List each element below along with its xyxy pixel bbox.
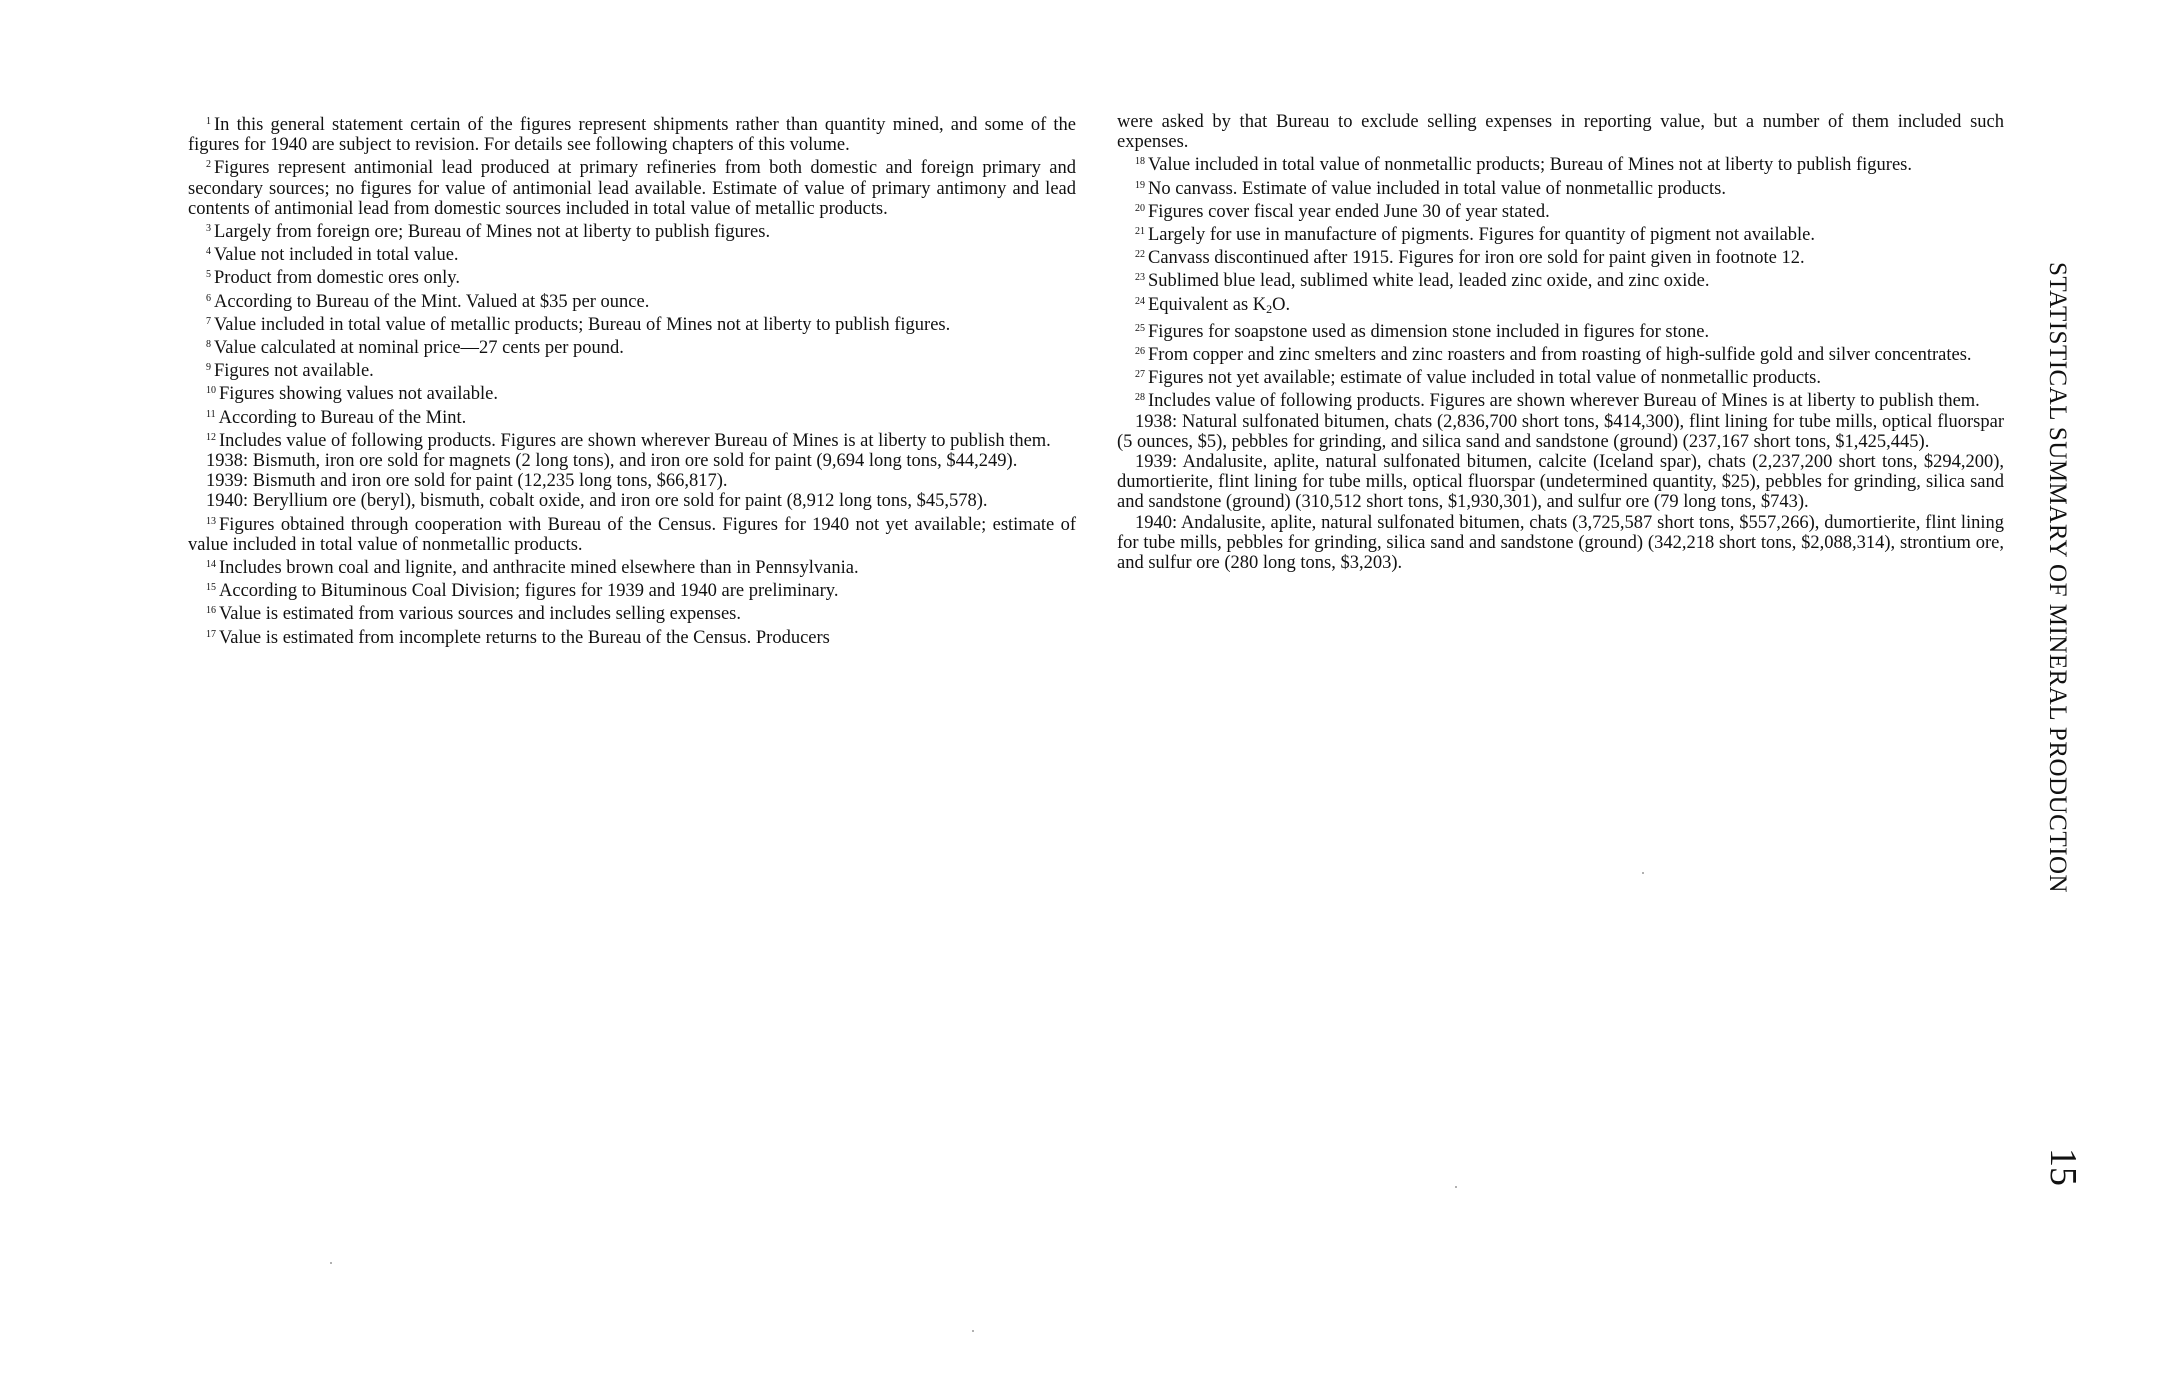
footnote (1117, 319, 2004, 342)
footnote-marker: 15 (206, 582, 216, 594)
footnote-text: 1938: Bismuth, iron ore sold for magnets (2 long tons), and iron ore sold for paint (9,694 long tons, $44,249). (206, 451, 1018, 472)
footnote (188, 555, 1076, 578)
footnote-marker: 18 (1135, 156, 1145, 168)
footnote-text: Value included in total value of metallic products; Bureau of Mines not at liberty to publish figures. (214, 314, 951, 335)
footnote-marker: 24 (1135, 295, 1145, 307)
footnote-marker: 27 (1135, 369, 1145, 381)
footnote-text: Largely for use in manufacture of pigments. Figures for quantity of pigment not available. (1148, 225, 1816, 246)
footnote (188, 112, 1076, 155)
footnote (1117, 412, 2004, 452)
footnote-marker: 19 (1135, 179, 1145, 191)
footnote-marker: 23 (1135, 272, 1145, 284)
footnote-text: Sublimed blue lead, sublimed white lead, leaded zinc oxide, and zinc oxide. (1148, 271, 1710, 292)
footnote (188, 242, 1076, 265)
footnote-text: Figures for soapstone used as dimension stone included in figures for stone. (1148, 321, 1710, 342)
footnote (188, 289, 1076, 312)
footnote-text: were asked by that Bureau to exclude selling expenses in reporting value, but a number of them included such expenses. (1117, 112, 2004, 153)
footnote-text-tail: O. (1272, 294, 1291, 315)
footnote-text: According to Bituminous Coal Division; figures for 1939 and 1940 are preliminary. (219, 581, 839, 602)
footnote (188, 381, 1076, 404)
footnote-text: Value is estimated from various sources and includes selling expenses. (219, 604, 741, 625)
footnote-text: No canvass. Estimate of value included in total value of nonmetallic products. (1148, 178, 1726, 199)
footnote (188, 312, 1076, 335)
footnote-text: Value calculated at nominal price—27 cents per pound. (214, 338, 624, 359)
footnote (188, 405, 1076, 428)
scan-speck (1642, 872, 1644, 874)
footnote (188, 155, 1076, 219)
footnote (188, 451, 1076, 471)
footnotes-left-column (188, 112, 1076, 648)
footnote-marker: 16 (206, 605, 216, 617)
footnote-marker: 3 (206, 223, 211, 235)
footnote (1117, 292, 2004, 319)
footnote-text: Value not included in total value. (214, 245, 459, 266)
footnote (1117, 452, 2004, 513)
footnote (1117, 112, 2004, 152)
footnote-marker: 5 (206, 269, 211, 281)
footnote-text: Figures showing values not available. (219, 384, 498, 405)
footnote (188, 471, 1076, 491)
footnote-text: Includes brown coal and lignite, and anthracite mined elsewhere than in Pennsylvania. (219, 558, 859, 579)
footnote (1117, 365, 2004, 388)
subscript: 2 (1266, 301, 1273, 316)
scan-speck (972, 1330, 974, 1332)
footnote (188, 512, 1076, 555)
scan-speck (1455, 1186, 1457, 1188)
footnote-text: Figures represent antimonial lead produced at primary refineries from both domestic and foreign primary and secondary sources; no figures for value of antimonial lead available. Estimate of value of primary antimony and lead contents of antimonial lead from domestic sources included in total value of metallic products. (188, 158, 1076, 219)
footnote-text: From copper and zinc smelters and zinc roasters and from roasting of high-sulfide gold and silver concentrates. (1148, 345, 1972, 366)
footnote (188, 265, 1076, 288)
footnote-text: Product from domestic ores only. (214, 268, 460, 289)
footnote-text: According to Bureau of the Mint. Valued at $35 per ounce. (214, 291, 650, 312)
footnote-marker: 21 (1135, 226, 1145, 238)
footnote-marker: 11 (206, 408, 216, 420)
footnote (188, 578, 1076, 601)
footnote-marker: 17 (206, 628, 216, 640)
footnote-text: Largely from foreign ore; Bureau of Mines not at liberty to publish figures. (214, 222, 771, 243)
footnote-text: 1940: Beryllium ore (beryl), bismuth, cobalt oxide, and iron ore sold for paint (8,912 long tons, $45,578). (206, 491, 988, 512)
footnote-marker: 28 (1135, 392, 1145, 404)
footnote (188, 625, 1076, 648)
footnote-marker: 6 (206, 292, 211, 304)
footnote (1117, 268, 2004, 291)
footnote (1117, 513, 2004, 574)
footnote-text: 1940: Andalusite, aplite, natural sulfonated bitumen, chats (3,725,587 short tons, $557,266), dumortierite, flint lining for tube mills, pebbles for grinding, silica sand and sandstone (ground) (342,218 short tons, $2,088,314), strontium ore, and sulfur ore (280 long tons, $3,203). (1117, 512, 2004, 574)
footnote (188, 428, 1076, 451)
footnote-text: 1939: Bismuth and iron ore sold for paint (12,235 long tons, $66,817). (206, 471, 728, 492)
footnote-text: According to Bureau of the Mint. (218, 407, 467, 428)
footnote (188, 491, 1076, 511)
footnote (188, 601, 1076, 624)
scan-speck (330, 1262, 332, 1264)
footnote-text: Figures cover fiscal year ended June 30 of year stated. (1148, 201, 1550, 222)
footnote-marker: 10 (206, 385, 216, 397)
footnote-text: Includes value of following products. Figures are shown wherever Bureau of Mines is at liberty to publish them. (219, 430, 1051, 451)
footnote (1117, 342, 2004, 365)
footnote-text: Includes value of following products. Figures are shown wherever Bureau of Mines is at liberty to publish them. (1148, 391, 1980, 412)
footnote-text: Canvass discontinued after 1915. Figures for iron ore sold for paint given in footnote 12. (1148, 248, 1805, 269)
footnote-marker: 13 (206, 515, 216, 527)
footnotes-right-column (1117, 112, 2004, 573)
footnote-marker: 7 (206, 315, 211, 327)
footnote (188, 335, 1076, 358)
footnote (1117, 245, 2004, 268)
footnote (188, 219, 1076, 242)
footnote-text: 1938: Natural sulfonated bitumen, chats (2,836,700 short tons, $414,300), flint lining for tube mills, optical fluorspar (5 ounces, $5), pebbles for grinding, and silica sand and sandstone (ground) (237,167 short tons, $1,425,445). (1117, 411, 2004, 452)
footnote (1117, 388, 2004, 411)
footnote-text: Figures not available. (214, 361, 374, 382)
footnote-text: Value included in total value of nonmetallic products; Bureau of Mines not at liberty to publish figures. (1148, 155, 1912, 176)
footnote-text: Value is estimated from incomplete returns to the Bureau of the Census. Producers (219, 627, 830, 648)
footnote (1117, 199, 2004, 222)
footnote-marker: 26 (1135, 346, 1145, 358)
footnote-text: In this general statement certain of the figures represent shipments rather than quantity mined, and some of the figures for 1940 are subject to revision. For details see following chapters of this volume. (188, 115, 1076, 156)
footnote (1117, 176, 2004, 199)
footnote-marker: 8 (206, 339, 211, 351)
footnote-marker: 4 (206, 246, 211, 258)
footnote-marker: 1 (206, 116, 211, 127)
footnote-marker: 20 (1135, 202, 1145, 214)
footnote (188, 358, 1076, 381)
footnote-text: Figures obtained through cooperation with Bureau of the Census. Figures for 1940 not yet available; estimate of value included in total value of nonmetallic products. (188, 514, 1076, 555)
footnote-text: Figures not yet available; estimate of value included in total value of nonmetallic products. (1148, 368, 1822, 389)
footnote-marker: 25 (1135, 322, 1145, 334)
running-head-vertical: STATISTICAL SUMMARY OF MINERAL PRODUCTION (2044, 262, 2071, 894)
footnote-text: Equivalent as K (1148, 294, 1267, 315)
footnote (1117, 222, 2004, 245)
footnote (1117, 152, 2004, 175)
footnote-text: 1939: Andalusite, aplite, natural sulfonated bitumen, calcite (Iceland spar), chats (2,237,200 short tons, $294,200), dumortierite, flint lining for tube mills, optical fluorspar (undetermined quantity, $25), pebbles for grinding, silica sand and sandstone (ground) (310,512 short tons, $1,930,301), and sulfur ore (79 long tons, $743). (1117, 452, 2004, 513)
footnote-marker: 22 (1135, 249, 1145, 261)
footnote-marker: 9 (206, 362, 211, 374)
footnote-marker: 14 (206, 559, 216, 571)
page-number: 15 (2042, 1148, 2084, 1186)
footnote-marker: 12 (206, 431, 216, 443)
footnote-marker: 2 (206, 159, 211, 171)
